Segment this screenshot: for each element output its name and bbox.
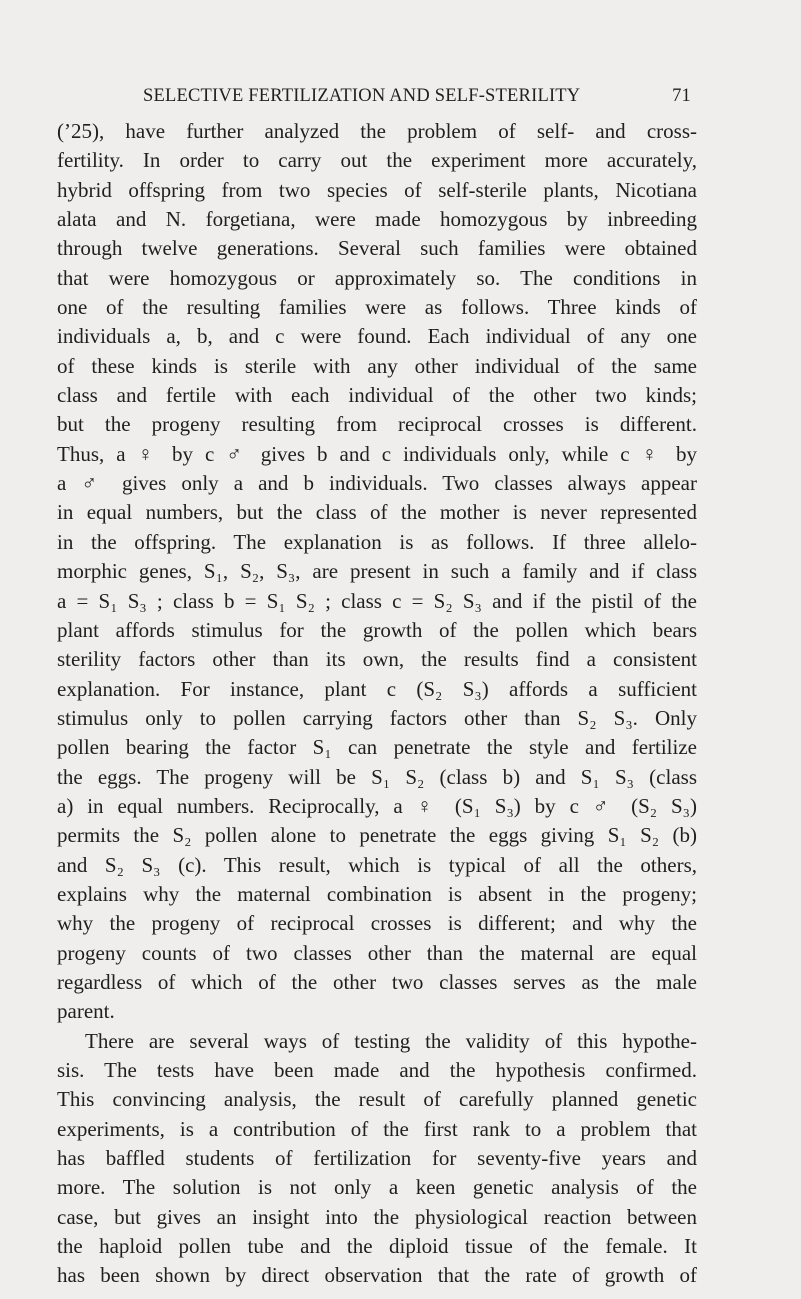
text-line: regardless of which of the other two classes serves as the male	[57, 969, 697, 994]
text-line: one of the resulting families were as follows. Three kinds of	[57, 295, 697, 320]
text-line: that were homozygous or approximately so. The conditions in	[57, 265, 697, 290]
text-line: has baffled students of fertilization for seventy-five years and	[57, 1146, 697, 1171]
text-line: fertility. In order to carry out the experiment more accurately,	[57, 148, 697, 173]
text-line: a ♂ gives only a and b individuals. Two classes always appear	[57, 471, 697, 496]
text-line: a) in equal numbers. Reciprocally, a ♀ (S₁ S₃) by c ♂ (S₂ S₃)	[57, 793, 697, 818]
text-line: sterility factors other than its own, the results find a consistent	[57, 647, 697, 672]
text-line: in equal numbers, but the class of the mother is never represented	[57, 500, 697, 525]
text-line: has been shown by direct observation that the rate of growth of	[57, 1263, 697, 1288]
text-line: explanation. For instance, plant c (S₂ S₃) affords a sufficient	[57, 676, 697, 701]
page-number: 71	[672, 86, 691, 106]
text-line: of these kinds is sterile with any other individual of the same	[57, 353, 697, 378]
text-line: Thus, a ♀ by c ♂ gives b and c individuals only, while c ♀ by	[57, 441, 697, 466]
text-line: sis. The tests have been made and the hypothesis confirmed.	[57, 1058, 697, 1082]
text-line: experiments, is a contribution of the first rank to a problem that	[57, 1116, 697, 1141]
running-head	[143, 86, 691, 110]
text-line: case, but gives an insight into the physiological reaction between	[57, 1204, 697, 1229]
text-line: class and fertile with each individual of the other two kinds;	[57, 383, 697, 408]
body-text	[57, 117, 697, 1291]
text-line: explains why the maternal combination is absent in the progeny;	[57, 881, 697, 906]
text-line: parent.	[57, 999, 115, 1024]
paragraph-1	[57, 117, 697, 1027]
text-line: alata and N. forgetiana, were made homozygous by inbreeding	[57, 207, 697, 232]
text-line: but the progeny resulting from reciprocal crosses is different.	[57, 412, 697, 437]
text-line: pollen bearing the factor S₁ can penetrate the style and fertilize	[57, 735, 697, 760]
text-line: hybrid offspring from two species of self-sterile plants, Nicotiana	[57, 177, 697, 202]
text-line: (’25), have further analyzed the problem of self- and cross-	[57, 119, 697, 143]
text-line: plant affords stimulus for the growth of the pollen which bears	[57, 617, 697, 642]
text-line: There are several ways of testing the validity of this hypothe-	[85, 1028, 697, 1053]
paragraph-2	[57, 1027, 697, 1291]
text-line: progeny counts of two classes other than the maternal are equal	[57, 940, 697, 965]
text-line: more. The solution is not only a keen genetic analysis of the	[57, 1175, 697, 1200]
text-line: the haploid pollen tube and the diploid tissue of the female. It	[57, 1234, 697, 1259]
text-line: individuals a, b, and c were found. Each individual of any one	[57, 324, 697, 349]
text-line: the eggs. The progeny will be S₁ S₂ (class b) and S₁ S₃ (class	[57, 764, 697, 789]
text-line: morphic genes, S₁, S₂, S₃, are present in such a family and if class	[57, 559, 697, 584]
text-line: and S₂ S₃ (c). This result, which is typical of all the others,	[57, 852, 697, 877]
text-line: through twelve generations. Several such families were obtained	[57, 236, 697, 261]
text-line: in the offspring. The explanation is as follows. If three allelo-	[57, 529, 697, 554]
running-head-title: SELECTIVE FERTILIZATION AND SELF-STERILITY	[143, 86, 581, 106]
text-line: permits the S₂ pollen alone to penetrate the eggs giving S₁ S₂ (b)	[57, 823, 697, 848]
text-line: why the progeny of reciprocal crosses is different; and why the	[57, 911, 697, 936]
text-line: a = S₁ S₃ ; class b = S₁ S₂ ; class c = S₂ S₃ and if the pistil of the	[57, 588, 697, 613]
text-line: This convincing analysis, the result of carefully planned genetic	[57, 1087, 697, 1112]
text-line: stimulus only to pollen carrying factors other than S₂ S₃. Only	[57, 705, 697, 730]
